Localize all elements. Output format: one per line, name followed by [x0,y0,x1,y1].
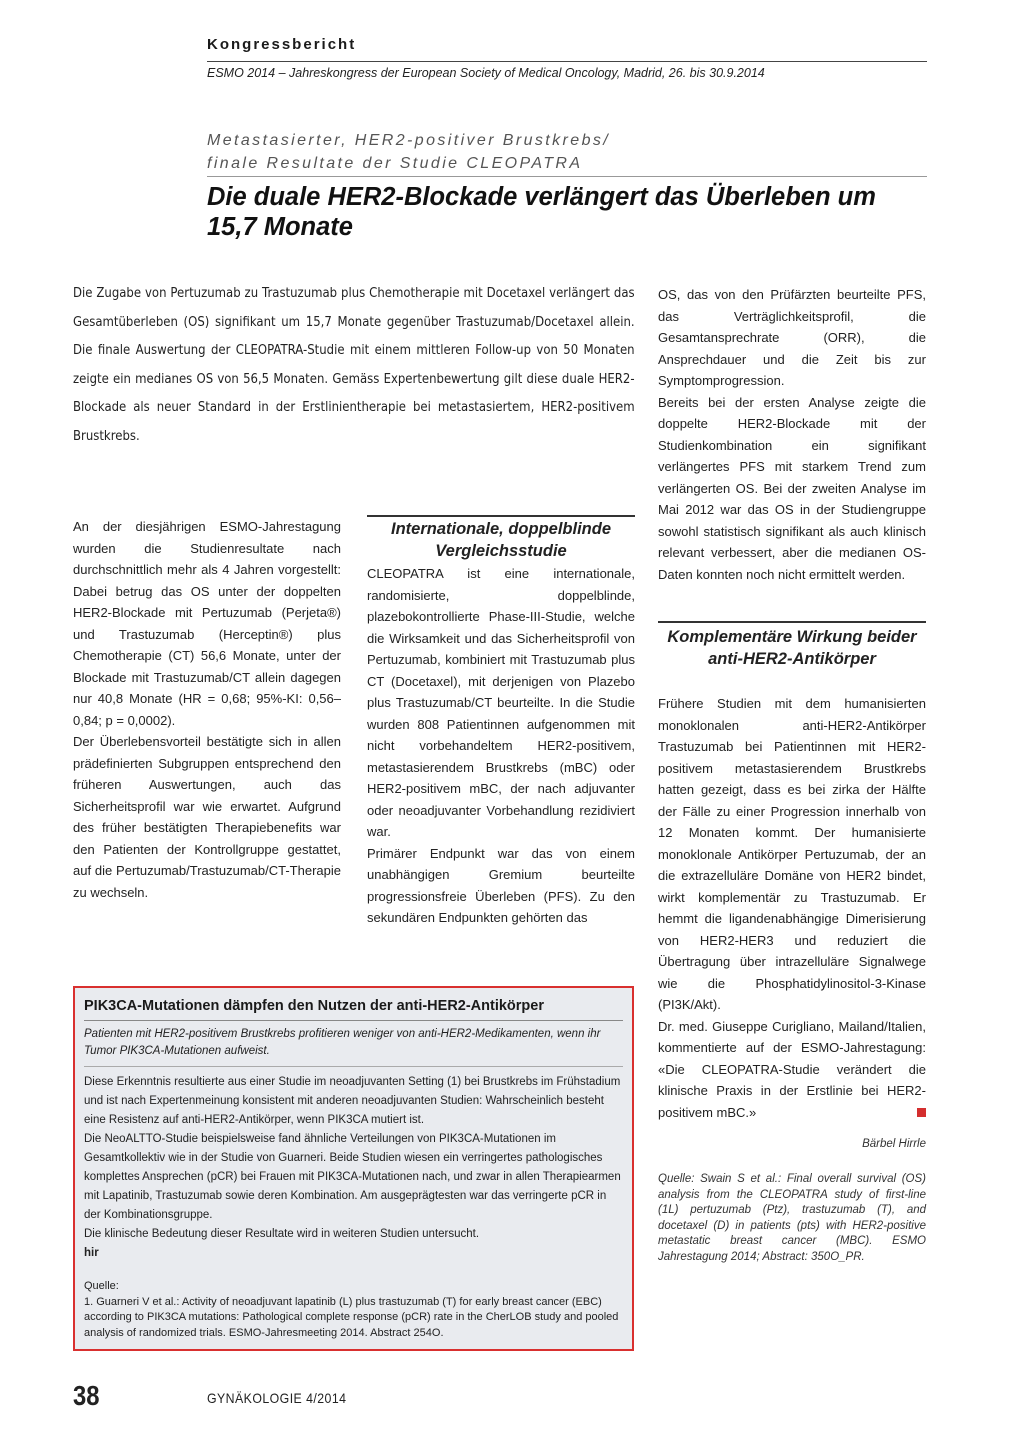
infobox-paragraph-1: Diese Erkenntnis resultierte aus einer Studie im neoadjuvanten Setting (1) bei Brustkrebs im Frühstadium und ist nach Expertenmeinung konsistent mit anderen neoadjuvanten Studien: Wahrscheinlich besteht eine Resistenz auf anti-HER2-Antikörper, wenn PIK3CA mutiert ist. [84,1076,621,1126]
col1-paragraph-2: Der Überlebensvorteil bestätigte sich in allen prädefinierten Subgruppen entsprechend den früheren Auswertungen, auch das Sicherheitsprofil war wie erwartet. Aufgrund des früher bestätigten Therapiebenefits war den Patienten der Kontrollgruppe gestattet, auf die Pertuzumab/Trastuzumab/CT-Therapie zu wechseln. [73,734,341,900]
col2-subheading: Internationale, doppelblinde Vergleichsstudie [390,520,611,560]
journal-name: GYNÄKOLOGIE 4/2014 [207,1390,347,1406]
infobox-rule [84,1020,623,1021]
kicker-line-2: finale Resultate der Studie CLEOPATRA [207,155,583,172]
col2-paragraph-2: Primärer Endpunkt war das von einem unabhängigen Gremium beurteilte progressionsfreie Überleben (PFS). Zu den sekundären Endpunkten gehörten das [367,845,635,925]
column-1 [73,516,341,903]
col3-paragraph-3: Frühere Studien mit dem humanisierten monoklonalen anti-HER2-Antikörper Trastuzumab bei Patientinnen mit HER2-positivem metastasierendem Brustkrebs hatten gezeigt, dass es bei zirka der Hälfte der Fälle zu einer Progression innerhalb von 12 Monaten kommt. Der humanisierte monoklonale Antikörper Pertuzumab, der an die extrazelluläre Domäne von HER2 bindet, wirkt komplementär zu Trastuzumab. Er hemmt die ligandenabhängige Dimerisierung von HER2-HER3 und reduziert die Übertragung über intrazelluläre Signalwege wie die Phosphatidylinositol-3-Kinase (PI3K/Akt). [658,696,926,1012]
infobox [73,986,634,1351]
header-rule [207,61,927,62]
section-label: Kongressbericht [207,36,357,53]
col2-paragraph-1: CLEOPATRA ist eine internationale, randomisierte, doppelblinde, plazebokontrollierte Phase-III-Studie, welche die Wirksamkeit und das Sicherheitsprofil von Pertuzumab, kombiniert mit Trastuzumab plus CT (Docetaxel), mit derjenigen von Plazebo plus Trastuzumab/CT beurteilte. In die Studie wurden 808 Patientinnen aufgenommen mit nicht vorbehandeltem HER2-positivem, metastasierendem Brustkrebs (mBC) oder HER2-positivem mBC, der nach adjuvanter oder neoadjuvanter Vorbehandlung rezidiviert war. [367,566,635,839]
col3-paragraph-1: OS, das von den Prüfärzten beurteilte PFS, das Verträglichkeitsprofil, die Gesamtansprechrate (ORR), die Ansprechdauer und die Zeit bis zur Symptomprogression. [658,287,926,388]
article-source: Quelle: Swain S et al.: Final overall survival (OS) analysis from the CLEOPATRA study of first-line (1L) pertuzumab (Ptz), trastuzumab (T), and docetaxel (D) in patients (pts) with HER2-positive metastatic breast cancer (MBC). ESMO Jahrestagung 2014; Abstract: 350O_PR. [658,1173,926,1263]
infobox-source-ref: 1. Guarneri V et al.: Activity of neoadjuvant lapatinib (L) plus trastuzumab (T) for early breast cancer (EBC) according to PIK3CA mutations: Pathological complete response (pCR) rate in the CherLOB study and pooled analysis of randomized trials. ESMO-Jahresmeeting 2014. Abstract 254O. [84,1295,619,1339]
infobox-paragraph-2: Die NeoALTTO-Studie beispielsweise fand ähnliche Verteilungen von PIK3CA-Mutationen im Gesamtkollektiv wie in der Studie von Guarneri. Beide Studien wiesen ein verringertes pathologisches komplettes Ansprechen (pCR) bei Frauen mit PIK3CA-Mutationen nach, und zwar in allen Therapiearmen mit Lapatinib, Trastuzumab sowie deren Kombination. Am ausgeprägtesten war das verringerte pCR in der Kombinationsgruppe. [84,1133,621,1221]
infobox-source-label: Quelle: [84,1280,119,1292]
infobox-signature: hir [84,1247,99,1259]
col3-paragraph-4 [658,1016,926,1124]
col1-paragraph-1: An der diesjährigen ESMO-Jahrestagung wurden die Studienresultate nach durchschnittlich mehr als 4 Jahren vorgestellt: Dabei betrug das OS unter der doppelten HER2-Blockade mit Pertuzumab (Perjeta®) und Trastuzumab (Herceptin®) plus Chemotherapie (CT) 56,6 Monate, unter der Blockade mit Trastuzumab/CT allein dagegen nur 40,8 Monate (HR = 0,68; 95%-KI: 0,56–0,84; p = 0,0002). [73,519,341,728]
col2-heading-rule [367,515,635,517]
col3-paragraph-2: Bereits bei der ersten Analyse zeigte die doppelte HER2-Blockade mit der Studienkombination ein signifikant verlängertes PFS mit starkem Trend zum verlängerten OS. Bei der zweiten Analyse im Mai 2012 war das OS in der Studiengruppe sowohl statistisch signifikant als auch klinisch relevant verbessert, aber die medianen OS-Daten konnten noch nicht ermittelt werden. [658,394,926,582]
author-name: Bärbel Hirrle [862,1138,926,1150]
end-mark-icon [917,1108,926,1117]
column-3-bottom [658,693,926,1123]
col3-heading-rule [658,621,926,623]
infobox-body [84,1073,623,1263]
column-3-top [658,284,926,585]
infobox-subtitle: Patienten mit HER2-positivem Brustkrebs profitieren weniger von anti-HER2-Medikamenten, wenn ihr Tumor PIK3CA-Mutationen aufweist. [84,1028,601,1057]
col3-subheading: Komplementäre Wirkung beider anti-HER2-Antikörper [667,628,917,668]
kicker-line-1: Metastasierter, HER2-positiver Brustkrebs/ [207,132,611,149]
column-2 [367,563,635,929]
article-title: Die duale HER2-Blockade verlängert das Überleben um 15,7 Monate [207,183,876,241]
col3-paragraph-4-text: Dr. med. Giuseppe Curigliano, Mailand/Italien, kommentierte auf der ESMO-Jahrestagung: «Die CLEOPATRA-Studie verändert die klinische Praxis in der Erstlinie bei HER2-positivem mBC.» [658,1018,926,1120]
infobox-rule-2 [84,1066,623,1067]
infobox-source [84,1279,623,1341]
event-line: ESMO 2014 – Jahreskongress der European Society of Medical Oncology, Madrid, 26. bis 30.9.2014 [207,66,765,80]
infobox-title: PIK3CA-Mutationen dämpfen den Nutzen der anti-HER2-Antikörper [84,998,544,1014]
page-number: 38 [73,1380,100,1411]
kicker-rule [207,176,927,177]
infobox-paragraph-3: Die klinische Bedeutung dieser Resultate wird in weiteren Studien untersucht. [84,1228,480,1240]
article-lead: Die Zugabe von Pertuzumab zu Trastuzumab plus Chemotherapie mit Docetaxel verlängert das Gesamtüberleben (OS) signifikant um 15,7 Monate gegenüber Trastuzumab/Docetaxel allein. Die finale Auswertung der CLEOPATRA-Studie mit einem mittleren Follow-up von 50 Monaten zeigte ein medianes OS von 56,5 Monaten. Gemäss Expertenbewertung gilt diese duale HER2-Blockade als neuer Standard in der Erstlinientherapie bei metastasiertem, HER2-positivem Brustkrebs. [73,286,635,444]
